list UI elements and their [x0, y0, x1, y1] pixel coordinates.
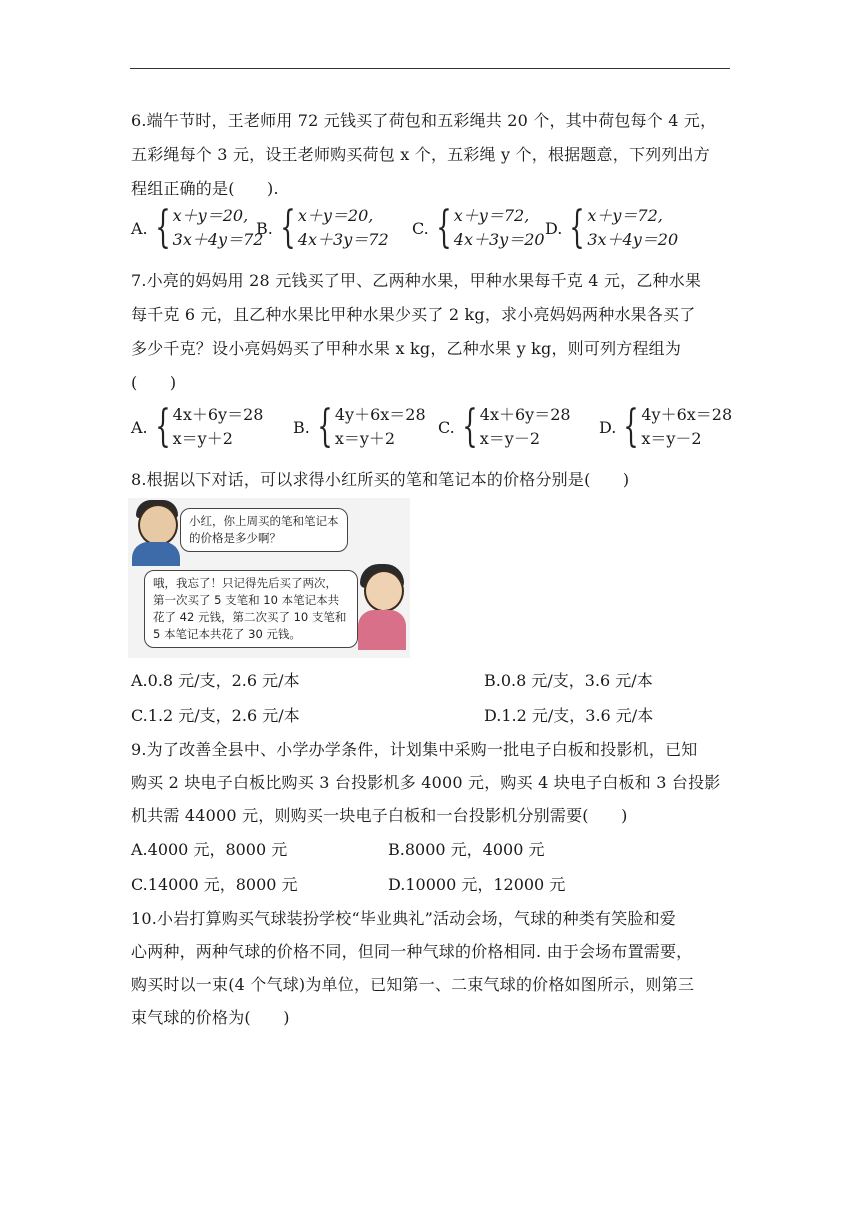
q7-option-c: C. { 4x＋6y＝28 x＝y－2 [438, 401, 571, 452]
q8-option-a: A.0.8 元/支，2.6 元/本 [131, 671, 300, 690]
brace-icon: { [569, 202, 586, 253]
brace-icon: { [623, 401, 640, 452]
q9-option-a: A.4000 元，8000 元 [131, 840, 288, 859]
q9-line-3: 机共需 44000 元，则购买一块电子白板和一台投影机分别需要( ) [131, 806, 628, 825]
speech-bubble-girl: 哦，我忘了！只记得先后买了两次， 第一次买了 5 支笔和 10 本笔记本共 花了 42 元钱，第二次买了 10 支笔和 5 本笔记本共花了 30 元钱。 [144, 570, 358, 648]
q6-option-c: C. { x＋y＝72, 4x＋3y＝20 [412, 202, 545, 253]
q8-option-c: C.1.2 元/支，2.6 元/本 [131, 706, 300, 725]
q6-option-a: A. { x＋y＝20, 3x＋4y＝72 [131, 202, 264, 253]
q10-line-4: 束气球的价格为( ) [131, 1008, 290, 1027]
q9-line-1: 9.为了改善全县中、小学办学条件，计划集中采购一批电子白板和投影机，已知 [131, 740, 698, 759]
q7-line-1: 7.小亮的妈妈用 28 元钱买了甲、乙两种水果，甲种水果每千克 4 元，乙种水果 [131, 271, 702, 290]
header-rule [130, 68, 730, 69]
q7-option-b: B. { 4y＋6x＝28 x＝y＋2 [293, 401, 426, 452]
q6-line-1: 6.端午节时，王老师用 72 元钱买了荷包和五彩绳共 20 个，其中荷包每个 4 元， [131, 111, 717, 130]
q8-option-b: B.0.8 元/支，3.6 元/本 [484, 671, 653, 690]
q10-line-1: 10.小岩打算购买气球装扮学校“毕业典礼”活动会场，气球的种类有笑脸和爱 [131, 909, 677, 928]
brace-icon: { [317, 401, 333, 452]
brace-icon: { [280, 202, 296, 253]
q7-option-a: A. { 4x＋6y＝28 x＝y＋2 [131, 401, 264, 452]
q10-line-3: 购买时以一束(4 个气球)为单位，已知第一、二束气球的价格如图所示，则第三 [131, 975, 695, 994]
q6-option-d: D. { x＋y＝72, 3x＋4y＝20 [545, 202, 679, 253]
brace-icon: { [154, 202, 171, 253]
brace-icon: { [462, 401, 478, 452]
q9-option-c: C.14000 元，8000 元 [131, 875, 298, 894]
boy-face-icon [138, 504, 178, 546]
q6-option-b: B. { x＋y＝20, 4x＋3y＝72 [256, 202, 389, 253]
q8-line: 8.根据以下对话，可以求得小红所买的笔和笔记本的价格分别是( ) [131, 470, 630, 489]
q7-line-4: ( ) [131, 373, 177, 392]
q8-option-d: D.1.2 元/支，3.6 元/本 [484, 706, 654, 725]
q6-line-2: 五彩绳每个 3 元，设王老师购买荷包 x 个，五彩绳 y 个，根据题意，下列列出方 [131, 145, 710, 164]
q9-option-b: B.8000 元，4000 元 [388, 840, 545, 859]
girl-face-icon [364, 570, 404, 612]
brace-icon: { [436, 202, 452, 253]
speech-bubble-boy: 小红，你上周买的笔和笔记本 的价格是多少啊？ [180, 508, 348, 552]
boy-body-icon [132, 542, 180, 566]
q10-line-2: 心两种，两种气球的价格不同，但同一种气球的价格相同. 由于会场布置需要， [131, 942, 693, 961]
q7-option-d: D. { 4y＋6x＝28 x＝y－2 [599, 401, 733, 452]
brace-icon: { [154, 401, 171, 452]
girl-body-icon [358, 610, 406, 650]
q9-option-d: D.10000 元，12000 元 [388, 875, 566, 894]
dialogue-illustration [128, 498, 410, 658]
q7-line-3: 多少千克？设小亮妈妈买了甲种水果 x kg，乙种水果 y kg，则可列方程组为 [131, 339, 682, 358]
q6-line-3: 程组正确的是( ). [131, 179, 279, 198]
q9-line-2: 购买 2 块电子白板比购买 3 台投影机多 4000 元，购买 4 块电子白板和 3 台投影 [131, 773, 721, 792]
q7-line-2: 每千克 6 元，且乙种水果比甲种水果少买了 2 kg，求小亮妈妈两种水果各买了 [131, 305, 696, 324]
